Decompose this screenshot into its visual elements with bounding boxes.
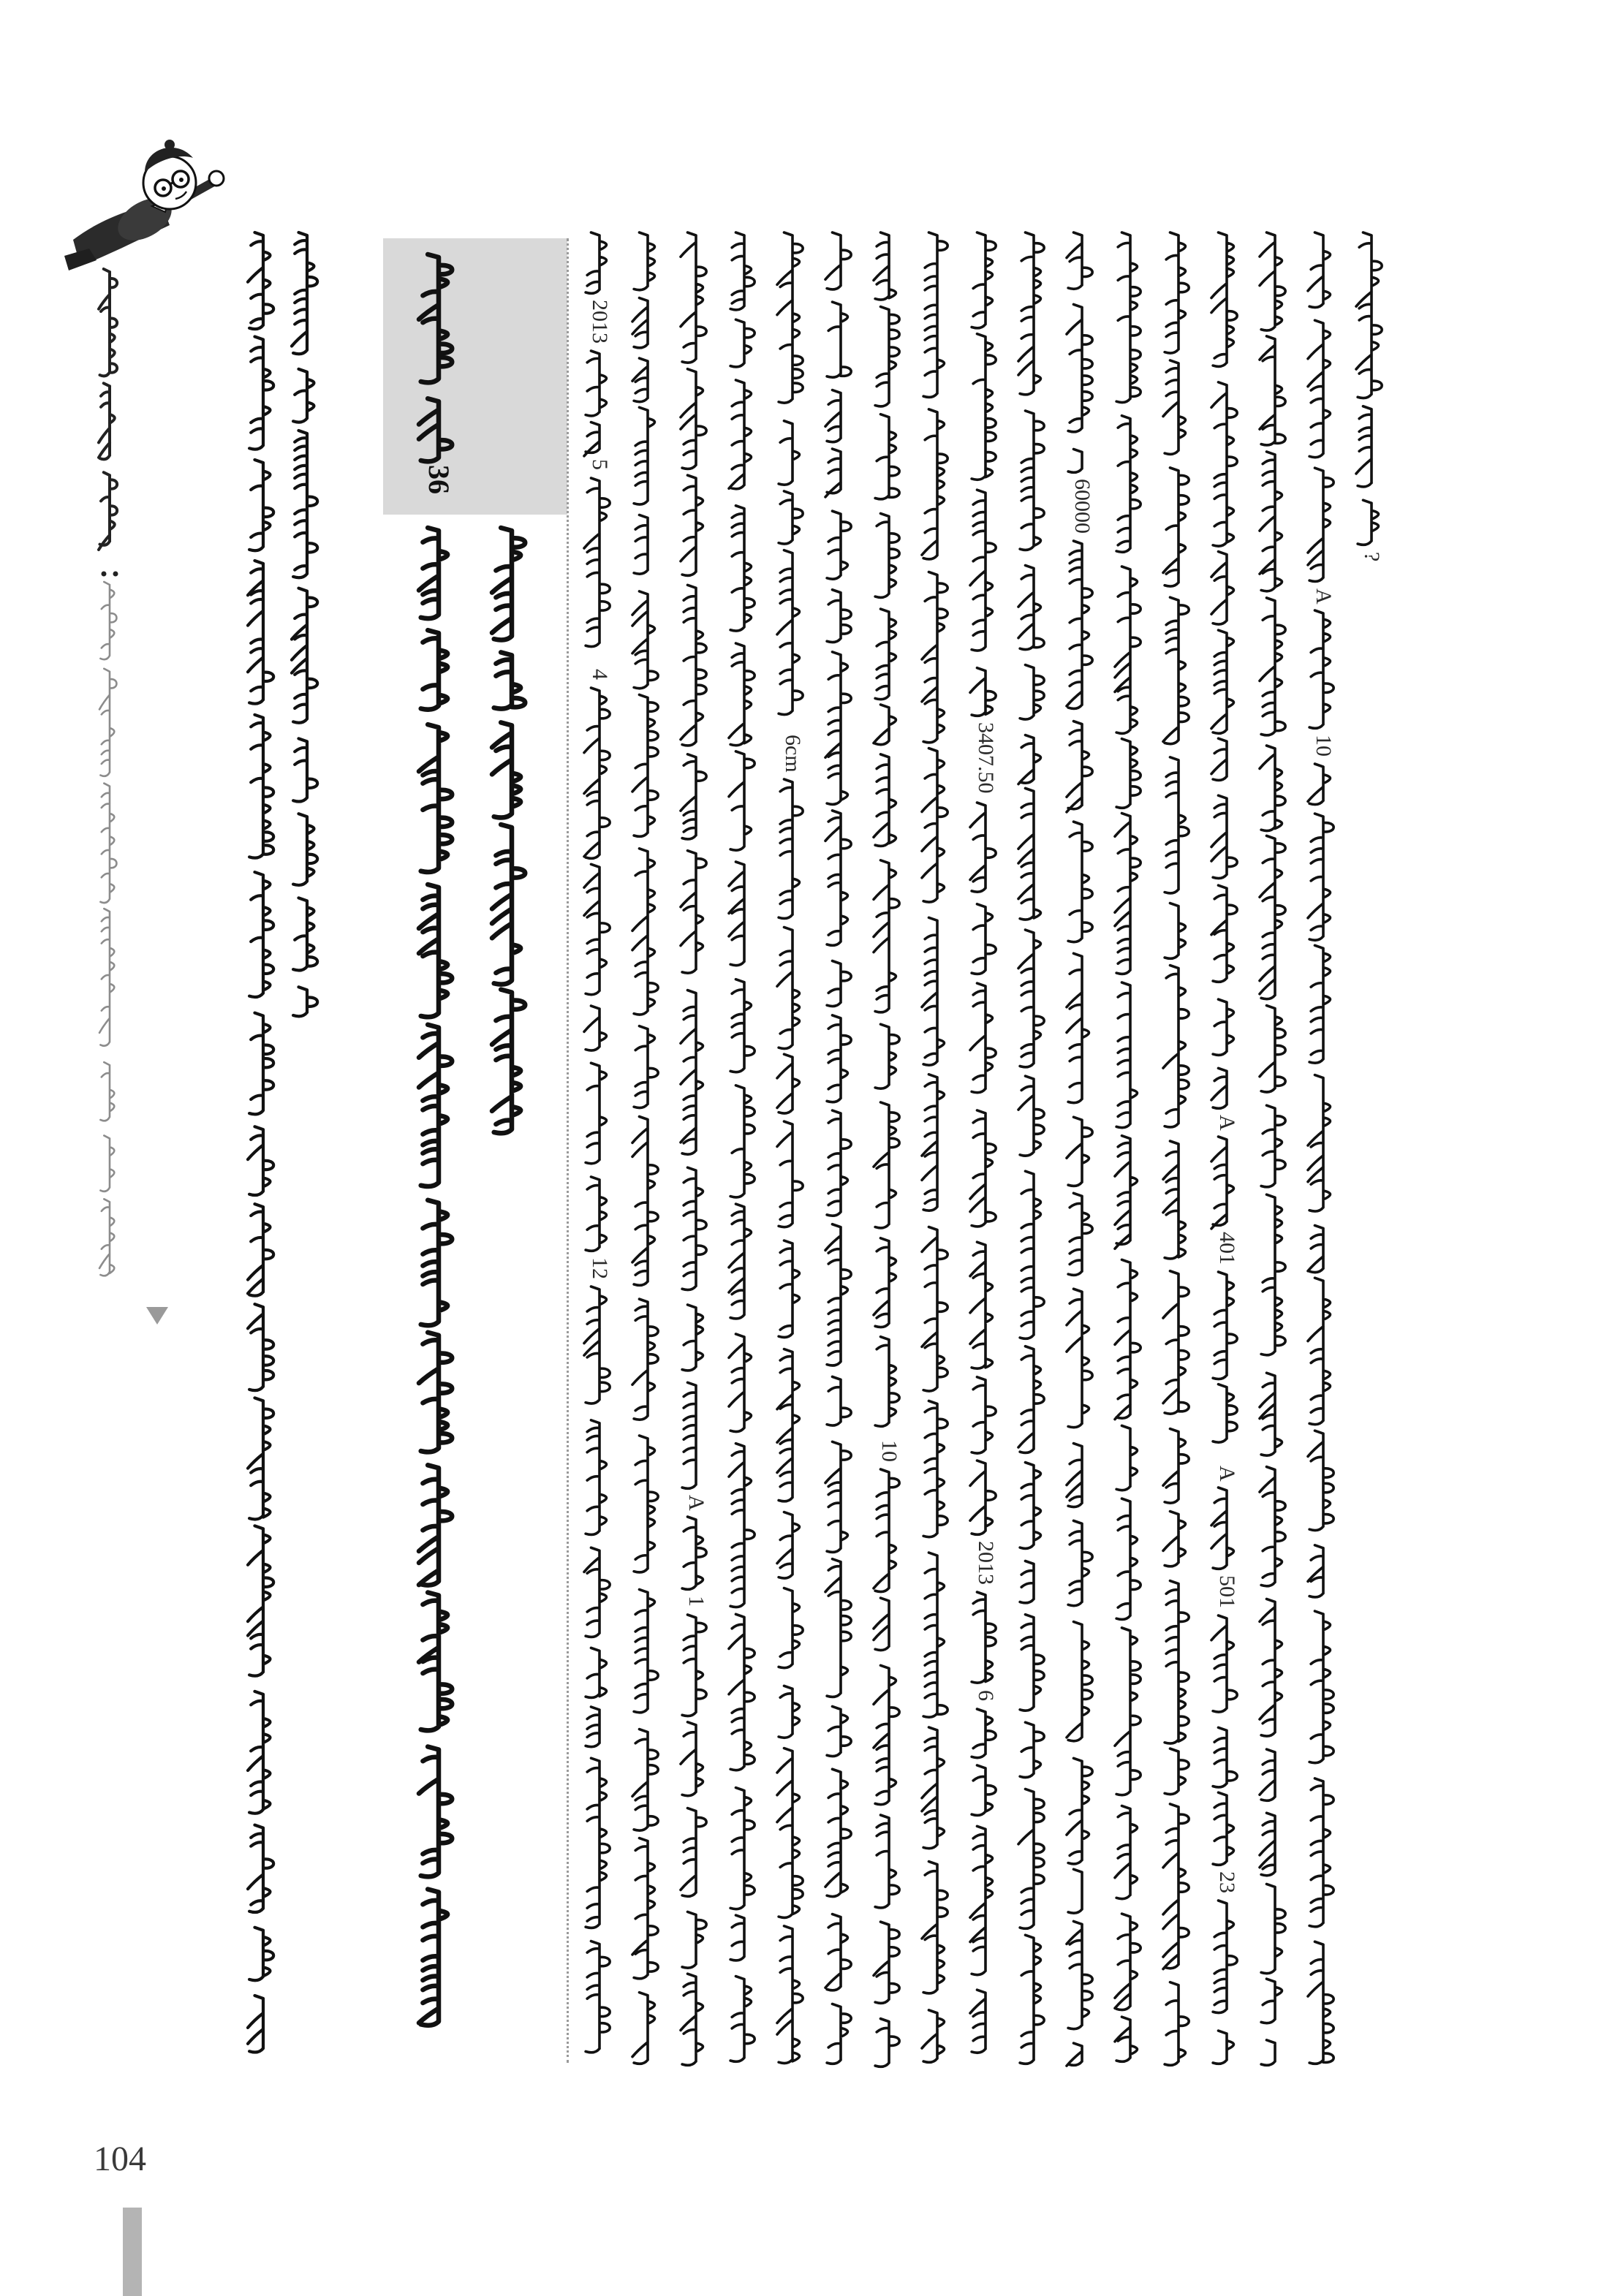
- body-text-line-14: [1211, 232, 1237, 2064]
- body-line-1-year: 2013: [588, 300, 612, 344]
- body-text-line-17: [1356, 232, 1382, 545]
- body-line-14-label-1: A: [1215, 1115, 1239, 1131]
- body-line-14-value-1: 401: [1215, 1232, 1239, 1265]
- note-line-2-glyphs: [292, 232, 317, 1016]
- body-line-9-amount: 3407.50: [974, 722, 998, 794]
- body-text-line-12-glyphs: [1115, 232, 1140, 2061]
- body-text-line-15: [1260, 232, 1285, 2065]
- header-colon-dot: [113, 572, 118, 577]
- exercise-number: 36: [423, 465, 455, 494]
- exercise-title-line-2: [492, 528, 525, 1133]
- body-text-line-4-glyphs: [729, 232, 754, 2061]
- body-line-14-value-3: 23: [1215, 1871, 1239, 1893]
- body-text-line-5-glyphs: [777, 232, 803, 2064]
- exercise-title-line-2-glyphs: [492, 528, 525, 1133]
- exercise-heading-line-glyphs: [419, 254, 452, 461]
- page-edge-tab: [123, 2208, 142, 2296]
- body-text-line-13: [1163, 232, 1189, 2065]
- body-text-line-10: [1018, 232, 1044, 2064]
- body-line-3-value: 1: [684, 1596, 708, 1607]
- body-line-3-label: A: [684, 1495, 708, 1511]
- exercise-title-line-1: [419, 528, 452, 2026]
- page-number: 104: [94, 2140, 146, 2178]
- exercise-title-line-1-glyphs: [419, 528, 452, 2026]
- body-text-line-12: [1115, 232, 1140, 2061]
- body-text-line-4: [729, 232, 754, 2061]
- body-text-line-15-glyphs: [1260, 232, 1285, 2065]
- body-text-line-9: [970, 232, 996, 2053]
- body-line-1-month: 5: [588, 459, 612, 470]
- body-line-16-label: A: [1312, 588, 1336, 605]
- header-subtitle-line: [99, 582, 116, 1276]
- body-text-line-2: [632, 232, 658, 2064]
- note-line-2: [292, 232, 317, 1016]
- body-line-7-value: 10: [877, 1440, 901, 1462]
- body-text-line-3-glyphs: [681, 232, 706, 2065]
- body-text-line-1: [584, 232, 610, 2053]
- body-line-9-year: 2013: [974, 1541, 998, 1585]
- body-text-line-16: [1308, 232, 1333, 2064]
- body-text-line-6: [825, 232, 851, 2064]
- body-text-line-14-glyphs: [1211, 232, 1237, 2064]
- header-title-line: [99, 269, 117, 550]
- body-text-line-7: [874, 232, 899, 2066]
- body-text-line-9-glyphs: [970, 232, 996, 2053]
- body-text-line-10-glyphs: [1018, 232, 1044, 2064]
- body-text-line-8: [922, 232, 947, 2062]
- body-line-14-label-2: A: [1215, 1466, 1239, 1482]
- exercise-heading-line: [419, 254, 452, 461]
- body-line-5-measure: 6cm: [781, 735, 805, 773]
- body-line-9-month: 6: [974, 1690, 998, 1701]
- header-colon-dot: [102, 572, 107, 577]
- body-line-11-amount: 60000: [1070, 479, 1094, 534]
- note-line-1: [248, 232, 273, 2053]
- body-text-line-5: [777, 232, 803, 2064]
- body-text-line-6-glyphs: [825, 232, 851, 2064]
- body-line-14-value-2: 501: [1215, 1575, 1239, 1608]
- body-text-line-3: [681, 232, 706, 2065]
- body-text-line-16-glyphs: [1308, 232, 1333, 2064]
- header-title-line-glyphs: [99, 269, 117, 550]
- body-text-line-8-glyphs: [922, 232, 947, 2062]
- header-subtitle-line-glyphs: [99, 582, 116, 1276]
- body-line-1-hour: 12: [588, 1257, 612, 1279]
- body-text-line-2-glyphs: [632, 232, 658, 2064]
- body-text-line-17-glyphs: [1356, 232, 1382, 545]
- body-line-1-day: 4: [588, 669, 612, 680]
- body-line-16-value: 10: [1312, 735, 1336, 757]
- note-line-1-glyphs: [248, 232, 273, 2053]
- body-text-line-13-glyphs: [1163, 232, 1189, 2065]
- body-text-line-1-glyphs: [584, 232, 610, 2053]
- body-text-line-7-glyphs: [874, 232, 899, 2066]
- question-mark: ?: [1360, 552, 1384, 562]
